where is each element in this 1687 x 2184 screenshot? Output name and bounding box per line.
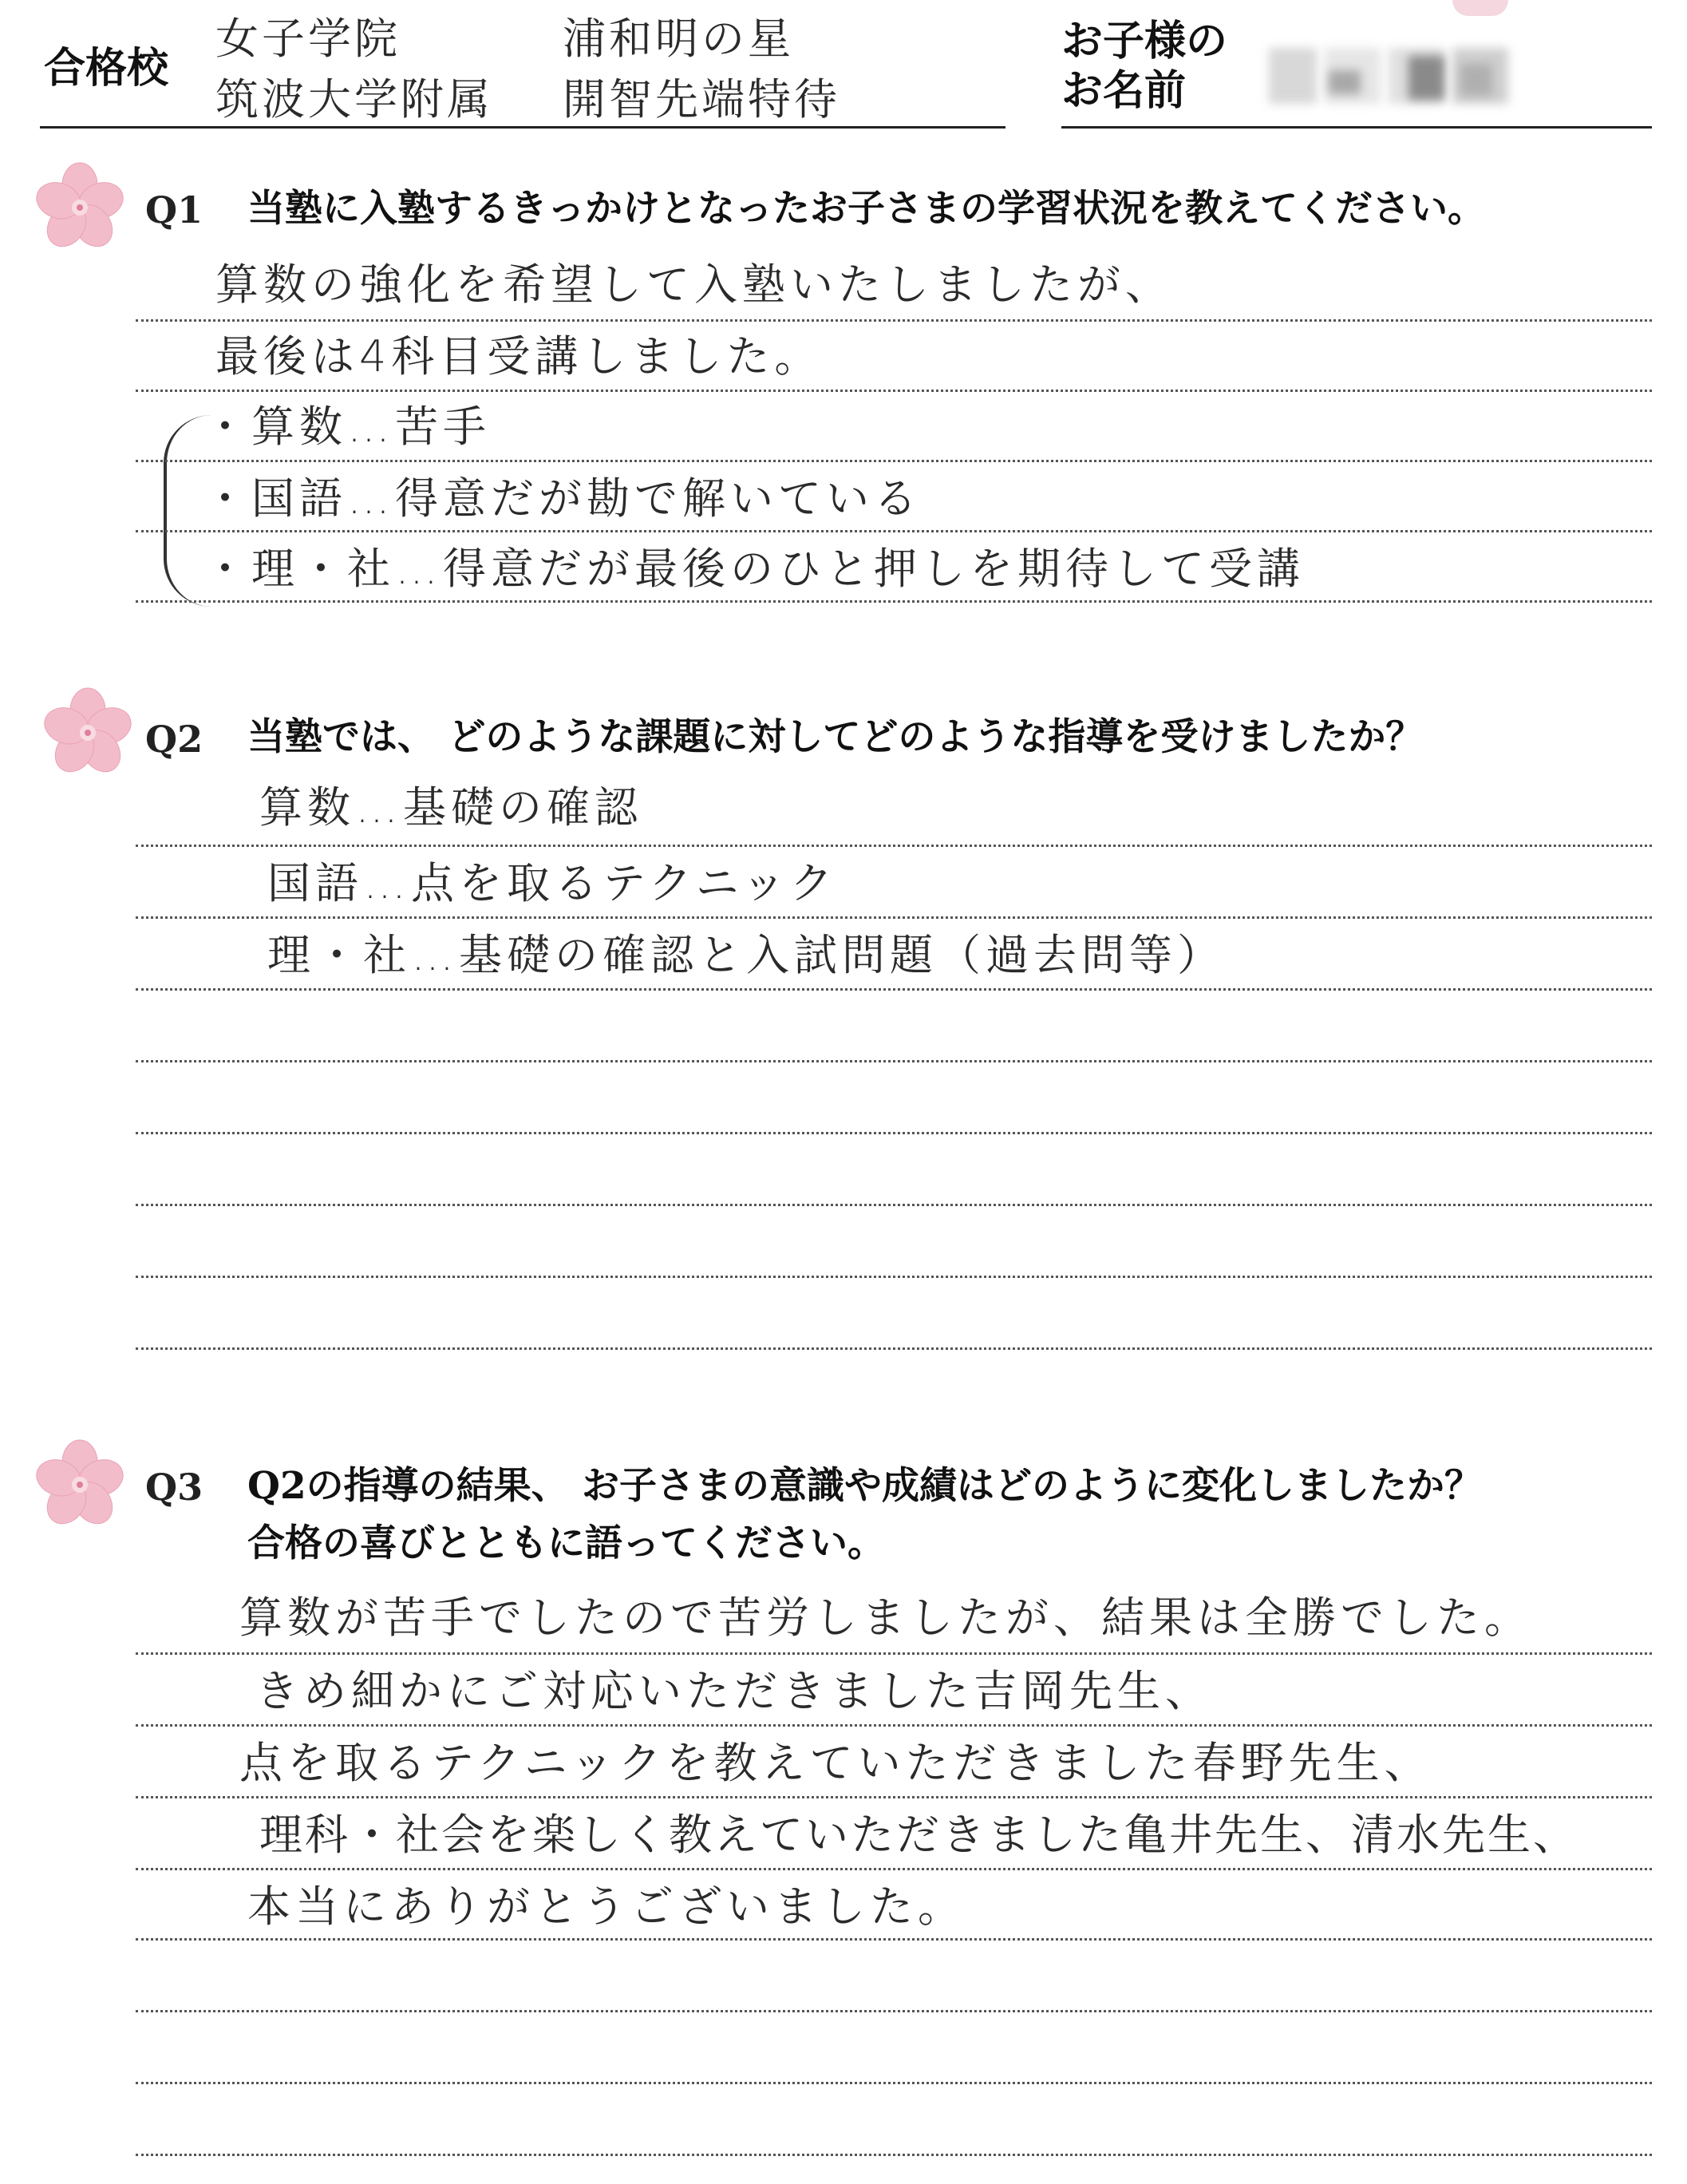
answer-line (136, 600, 1652, 603)
answer-line (136, 530, 1652, 532)
header-underline (1061, 126, 1652, 129)
question-text: Q2の指導の結果、 お子さまの意識や成績はどのように変化しましたか？ (247, 1464, 1483, 1508)
answer-line (136, 1060, 1652, 1062)
handwritten-answer: 理・社…基礎の確認と入試問題（過去問等） (267, 930, 1225, 980)
answer-line (136, 2154, 1652, 2156)
handwritten-answer: 本当にありがとうございました。 (247, 1881, 966, 1932)
header-underline (40, 126, 1005, 129)
child-name-label: お名前 (1061, 66, 1187, 115)
child-name-label: お子様の (1061, 17, 1228, 65)
school-name: 筑波大学附属 (215, 74, 493, 125)
question-number: Q3 (145, 1466, 203, 1509)
answer-line (136, 1724, 1652, 1727)
answer-line (136, 1652, 1652, 1655)
decorative-petal (1452, 0, 1508, 16)
answer-line (136, 1796, 1652, 1798)
blurred-child-name (1269, 48, 1524, 110)
question-text: 当塾では、 どのような課題に対してどのような指導を受けましたか？ (247, 715, 1424, 759)
handwritten-answer: 点を取るテクニックを教えていただきました春野先生、 (239, 1738, 1432, 1788)
answer-line (136, 1276, 1652, 1278)
handwritten-answer: ・国語…得意だが勘で解いている (203, 473, 922, 524)
handwritten-answer: 国語…点を取るテクニック (267, 858, 838, 908)
answer-line (136, 845, 1652, 847)
handwritten-answer: 算数…基礎の確認 (259, 782, 642, 833)
sakura-flower-icon (32, 160, 128, 255)
answer-line (136, 2082, 1652, 2084)
handwritten-answer: きめ細かにご対応いただきました吉岡先生、 (255, 1666, 1213, 1716)
answer-line (136, 916, 1652, 919)
handwritten-answer: 最後は4科目受講しました。 (215, 331, 823, 382)
answer-line (136, 319, 1652, 322)
answer-line (136, 1868, 1652, 1870)
answer-line (136, 1347, 1652, 1350)
question-number: Q2 (145, 718, 203, 761)
handwritten-answer: ・算数…苦手 (203, 402, 491, 452)
school-name: 開智先端特待 (563, 74, 840, 125)
question-number: Q1 (145, 188, 203, 231)
school-name: 女子学院 (215, 14, 401, 64)
answer-line (136, 390, 1652, 392)
school-name: 浦和明の星 (563, 14, 794, 64)
handwritten-answer: ・理・社…得意だが最後のひと押しを期待して受講 (203, 544, 1305, 594)
handwritten-answer: 算数が苦手でしたので苦労しましたが、結果は全勝でした。 (239, 1592, 1532, 1643)
question-text: 当塾に入塾するきっかけとなったお子さまの学習状況を教えてください。 (247, 187, 1485, 231)
answer-line (136, 988, 1652, 991)
answer-line (136, 1204, 1652, 1206)
sakura-flower-icon (32, 1437, 128, 1533)
handwritten-answer: 算数の強化を希望して入塾いたしましたが、 (215, 259, 1173, 310)
sakura-flower-icon (40, 685, 136, 781)
question-text: 合格の喜びとともに語ってください。 (247, 1521, 885, 1565)
handwritten-answer: 理科・社会を楽しく教えていただきました亀井先生、清水先生、 (259, 1810, 1578, 1860)
passed-school-label: 合格校 (44, 44, 169, 93)
answer-line (136, 2010, 1652, 2012)
answer-line (136, 1938, 1652, 1941)
answer-line (136, 460, 1652, 462)
answer-line (136, 1132, 1652, 1134)
